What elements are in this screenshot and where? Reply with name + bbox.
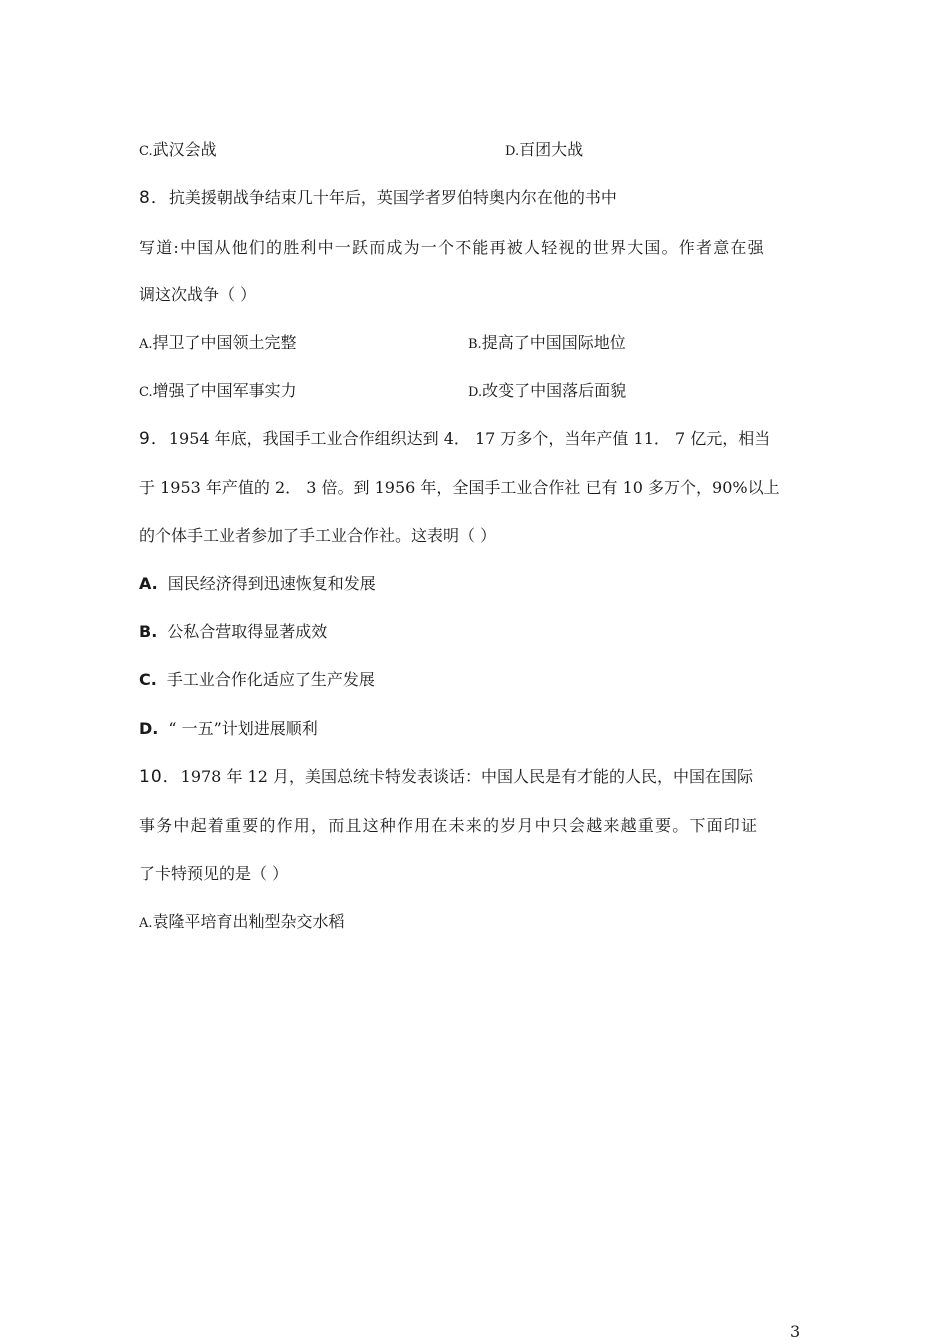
- q9-stem-line-2: 于 1953 年产值的 2． 3 倍。到 1956 年，全国手工业合作社 已有 10 多万个，90%以上: [139, 478, 780, 497]
- q8-option-c: [139, 381, 297, 403]
- question-text: 抗美援朝战争结束几十年后，英国学者罗伯特奥内尔在他的书中: [168, 188, 617, 207]
- option-text: 改变了中国落后面貌: [482, 381, 627, 400]
- q9-stem-line-3: 的个体手工业者参加了手工业合作社。这表明（ ）: [139, 526, 497, 545]
- option-text: 提高了中国国际地位: [481, 333, 626, 352]
- option-letter: A.: [139, 916, 153, 931]
- option-text: “ 一五”计划进展顺利: [168, 719, 318, 738]
- option-letter: C.: [139, 144, 153, 159]
- option-letter: C.: [139, 670, 157, 689]
- q10-stem-line-3: 了卡特预见的是（ ）: [139, 864, 289, 883]
- q10-stem-line-2: 事务中起着重要的作用，而且这种作用在未来的岁月中只会越来越重要。下面印证: [139, 816, 759, 835]
- q9-option-d: [139, 719, 318, 739]
- q8-option-a: [139, 333, 297, 355]
- q9-option-b: [139, 622, 327, 642]
- option-text: 捍卫了中国领土完整: [152, 333, 297, 352]
- q9-option-a: [139, 574, 376, 594]
- option-text: 公私合营取得显著成效: [167, 622, 328, 641]
- option-letter: D.: [139, 719, 159, 738]
- q9-option-c: [139, 670, 375, 690]
- option-text: 百团大战: [519, 140, 584, 159]
- q10-stem-line-1: [139, 767, 753, 787]
- q10-option-a: [139, 912, 345, 934]
- option-text: 国民经济得到迅速恢复和发展: [167, 574, 376, 593]
- option-letter: D.: [468, 385, 483, 400]
- question-number: 10．: [139, 767, 181, 787]
- page-number: 3: [790, 1322, 801, 1341]
- option-text: 袁隆平培育出籼型杂交水稻: [152, 912, 345, 931]
- option-text: 武汉会战: [152, 140, 217, 159]
- q8-option-d: [468, 381, 626, 403]
- question-number: 8．: [139, 188, 169, 208]
- option-letter: C.: [139, 385, 153, 400]
- q7-option-d: [505, 140, 583, 162]
- option-letter: D.: [505, 144, 520, 159]
- q7-option-c: [139, 140, 217, 162]
- question-number: 9．: [139, 429, 169, 449]
- question-text: 1978 年 12 月，美国总统卡特发表谈话：中国人民是有才能的人民，中国在国际: [180, 767, 753, 786]
- q8-stem-line-3: 调这次战争（ ）: [139, 285, 257, 304]
- option-text: 增强了中国军事实力: [152, 381, 297, 400]
- q8-stem-line-2: 写道:中国从他们的胜利中一跃而成为一个不能再被人轻视的世界大国。作者意在强: [139, 238, 765, 257]
- q8-stem-line-1: [139, 188, 617, 208]
- q8-option-b: [468, 333, 626, 355]
- option-letter: B.: [139, 622, 158, 641]
- q9-stem-line-1: [139, 429, 770, 449]
- question-text: 1954 年底，我国手工业合作组织达到 4． 17 万多个，当年产值 11． 7 亿元，相当: [168, 429, 771, 448]
- option-letter: B.: [468, 337, 482, 352]
- option-text: 手工业合作化适应了生产发展: [166, 670, 375, 689]
- option-letter: A.: [139, 337, 153, 352]
- option-letter: A.: [139, 574, 158, 593]
